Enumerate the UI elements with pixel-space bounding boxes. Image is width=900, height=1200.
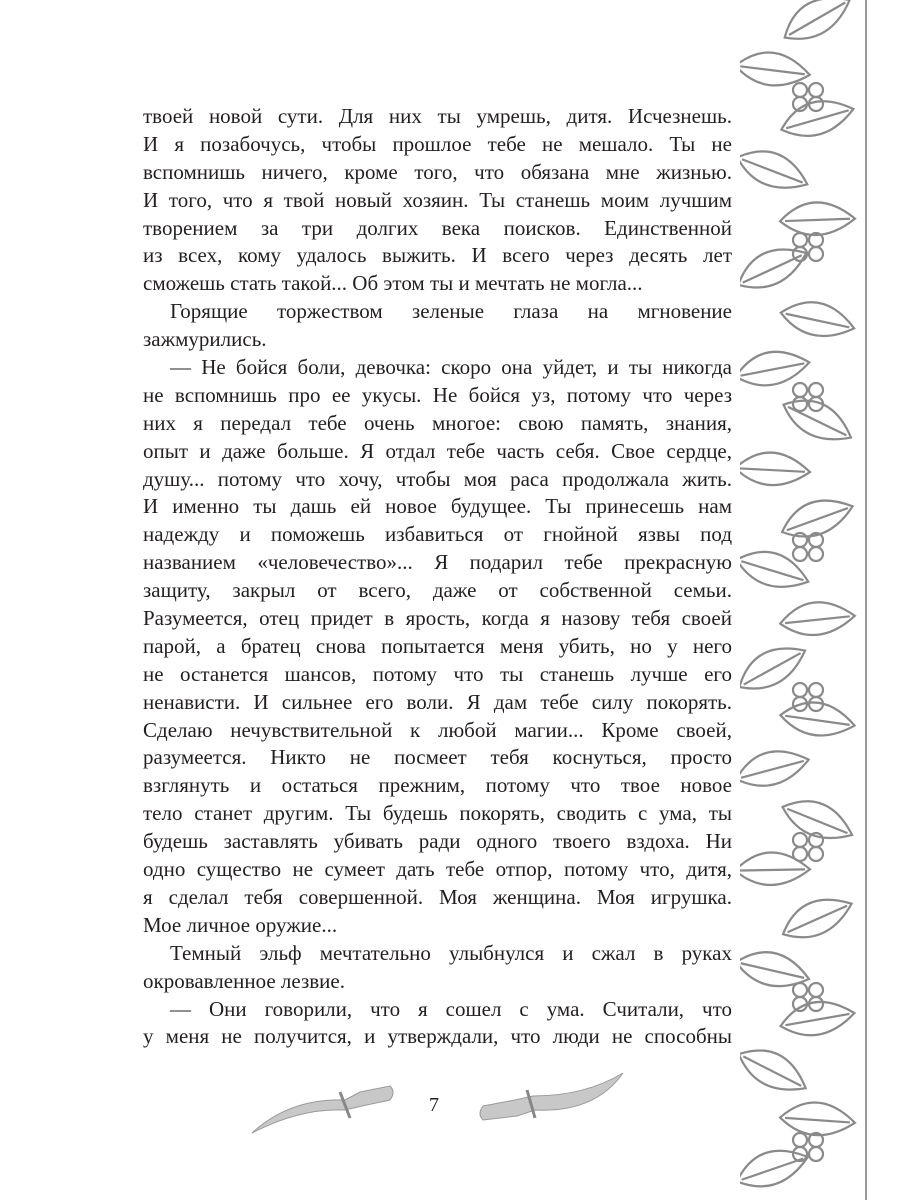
berry-ornament [793,833,807,847]
text-line: — Не бойся боли, девочка: скоро она уйдет, и ты никогда [170,355,732,380]
text-line: Темный эльф мечтательно улыбнулся и сжал в руках [170,940,732,965]
leaf-ornament [779,201,855,236]
text-line: зажмурились. [143,327,267,352]
leaf-ornament [740,852,810,886]
dagger-ornament-right [475,1068,625,1128]
text-line: парой, а братец снова попытается меня убить, но у него [143,633,732,658]
leaf-ornament [740,451,811,487]
leaf-ornament [778,698,857,741]
berry-ornament [809,683,823,697]
page-number: 7 [429,1094,439,1116]
berry-ornament [793,383,807,397]
leaf-ornament [740,1039,814,1102]
text-line: я сделал тебя совершенной. Моя женщина. Моя игрушка. [143,884,732,909]
leaf-ornament [740,743,813,794]
text-line: Сделаю нечувствительной к любой магии... Кроме своей, [143,717,732,742]
text-line: твоей новой сути. Для них ты умрешь, дитя. Исчезнешь. [143,104,732,128]
text-line: не вспомнишь про ее укусы. Не бойся уз, потому что через [143,382,732,407]
text-line: окровавленное лезвие. [143,968,345,993]
text-line: у меня не получится, и утверждали, что люди не способны [143,1024,732,1049]
leaf-ornament [740,543,813,596]
leaf-ornament [740,345,812,391]
text-line: И именно ты дашь ей новое будущее. Ты принесешь нам [143,494,732,519]
berry-ornament [793,1133,807,1147]
leaf-ornament [776,0,857,50]
page-body-text [143,103,732,1051]
berry-ornament [809,383,823,397]
berry-ornament [793,233,807,247]
text-line: — Они говорили, что я сошел с ума. Считали, что [170,996,732,1021]
leaf-ornament [740,1140,813,1195]
leaf-ornament [776,888,858,948]
text-line: них я передал тебе очень многое: свою память, знания, [143,410,732,435]
text-line: Разумеется, отец придет в ярость, когда я назову тебя своей [143,606,732,631]
text-line: разумеется. Никто не посмеет тебя коснуться, просто [143,745,732,770]
berry-ornament [793,683,807,697]
berry-ornament [793,983,807,997]
berry-ornament [793,397,807,411]
text-line: Мое личное оружие... [143,912,338,937]
text-line: Горящие торжеством зеленые глаза на мгновение [170,299,732,324]
text-line: И того, что я твой новый хозяин. Ты станешь моим лучшим [143,187,732,212]
text-line: вспомнишь ничего, кроме того, что обязана мне жизнью. [143,159,732,184]
text-line: одно существо не сумеет дать тебе отпор, потому что, дитя, [143,857,732,882]
berry-ornament [809,547,823,561]
leaf-ornament [778,296,858,343]
berry-ornament [793,547,807,561]
text-line: творением за три долгих века поисков. Единственной [143,215,732,240]
berry-ornament [809,983,823,997]
text-line: не останется шансов, потому что ты станешь лучше его [143,661,732,686]
berry-ornament [809,1147,823,1161]
text-line: тело станет другим. Ты будешь покорять, сводить с ума, ты [143,801,732,826]
text-line: ненависти. И сильнее его воли. Я дам тебе силу покорять. [143,689,732,714]
leaf-ornament [777,791,859,849]
berry-ornament [809,247,823,261]
berry-ornament [793,533,807,547]
text-line: сможешь стать такой... Об этом ты и мечтать не могла... [143,271,643,296]
text-line: надежду и поможешь избавиться от гнойной язвы под [143,522,732,547]
text-line: будешь заставлять убивать ради одного твоего вздоха. Ни [143,829,732,854]
text-line: названием «человечество»... Я подарил тебе прекрасную [143,550,732,575]
text-line: взглянуть и остаться прежним, потому что твое новое [143,773,732,798]
leaf-ornament [740,635,812,700]
berry-ornament [793,83,807,97]
leaf-ornament [740,945,813,994]
berry-ornament [809,83,823,97]
text-line: душу... потому что хочу, чтобы моя раса продолжала жить. [143,466,732,491]
leaf-ornament [778,598,856,638]
leaf-ornament [776,490,858,546]
dagger-ornament-left [250,1078,400,1138]
leaf-ornament [740,141,814,198]
leaf-ornament [777,996,857,1041]
text-line: И я позабочусь, чтобы прошлое тебе не мешало. Ты не [143,131,732,156]
floral-border-ornament [740,0,870,1200]
berry-ornament [809,847,823,861]
leaf-ornament [777,92,858,144]
text-line: опыт и даже больше. Я отдал тебе часть себя. Свое сердце, [143,438,732,463]
text-line: из всех, кому удалось выжить. И всего через десять лет [143,243,732,268]
text-line: защиту, закрыл от всего, даже от собственной семьи. [143,578,732,603]
